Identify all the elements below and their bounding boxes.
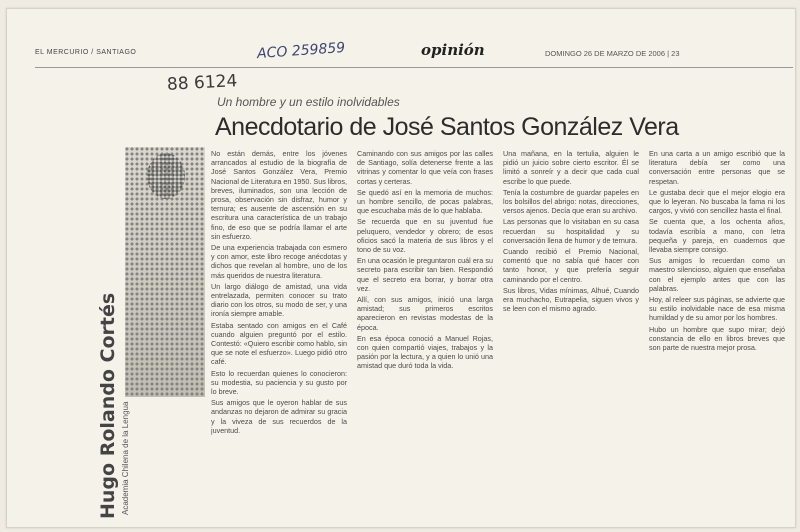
article-paragraph: Esto lo recuerdan quienes lo conocieron: su modestia, su paciencia y su gusto por lo breve. (211, 368, 347, 397)
article-paragraph: De una experiencia trabajada con esmero y con amor, este libro recoge anécdotas y dichos que revelan al hombre, uno de los más queridos de nuestra literatura. (211, 243, 347, 280)
article-paragraph: Tenía la costumbre de guardar papeles en los bolsillos del abrigo: notas, direcciones, versos ajenos. Decía que eran su archivo. (503, 187, 639, 216)
article-column-3 (503, 149, 639, 519)
article-paragraph: En una carta a un amigo escribió que la literatura debía ser como una conversación entre personas que se respetan. (649, 149, 785, 186)
author-byline (97, 293, 130, 519)
article-paragraph: Se cuenta que, a los ochenta años, todavía escribía a mano, con letra pequeña y pareja, en cuadernos que llevaba siempre consigo. (649, 217, 785, 255)
article-paragraph: Le gustaba decir que el mejor elogio era que lo leyeran. No buscaba la fama ni los cargos, y vivió con sencillez hasta el final. (649, 187, 785, 216)
article-paragraph: Hubo un hombre que supo mirar; dejó constancia de ello en libros breves que son parte de nuestra mejor prosa. (649, 324, 785, 353)
article-paragraph: Allí, con sus amigos, inició una larga amistad; sus primeros escritos aparecieron en revistas modestas de la época. (357, 295, 493, 332)
handwritten-note: 88 6124 (166, 71, 238, 95)
author-role: Academia Chilena de la Lengua (121, 401, 130, 515)
article-paragraph: No están demás, entre los jóvenes arrancados al estudio de la biografía de José Santos González Vera, Premio Nacional de Literatura en 1950. Sus libros, breves, iluminados, son una lección de prosa, observación sin disfraz, humor y ternura; es ausente de ascensión en su escritura una característica de un trabajo fino, de eso que se podría llamar el arte sin esfuerzo. (211, 149, 347, 241)
article-paragraph: Una mañana, en la tertulia, alguien le pidió un juicio sobre cierto escritor. Él se limitó a sonreír y a decir que cada cual escribe lo que puede. (503, 149, 639, 186)
article-paragraph: Un largo diálogo de amistad, una vida entrelazada, permiten conocer su trato diario con los otros, su modo de ser, y una ironía siempre amable. (211, 281, 347, 319)
archive-stamp: ACO 259859 (256, 39, 346, 63)
article-paragraph: Sus libros, Vidas mínimas, Alhué, Cuando era muchacho, Eutrapelia, siguen vivos y se leen con el mismo agrado. (503, 285, 639, 314)
article-paragraph: Se quedó así en la memoria de muchos: un hombre sencillo, de pocas palabras, que escuchaba más de lo que hablaba. (357, 187, 493, 216)
article-paragraph: Las personas que lo visitaban en su casa recuerdan su hospitalidad y su conversación llena de humor y de ternura. (503, 217, 639, 245)
article-paragraph: Estaba sentado con amigos en el Café cuando alguien preguntó por el estilo. Contestó: «Quiero escribir como hablo, sin que se note el esfuerzo». Luego pidió otro café. (211, 320, 347, 367)
newspaper-header (35, 39, 793, 63)
article-column-4 (649, 149, 785, 519)
article-paragraph: Sus amigos lo recuerdan como un maestro silencioso, alguien que enseñaba con el ejemplo antes que con las palabras. (649, 256, 785, 293)
article-paragraph: Se recuerda que en su juventud fue peluquero, vendedor y obrero; de esos oficios sacó la materia de sus libros y el tono de su voz. (357, 217, 493, 255)
author-photo-head (147, 153, 185, 199)
newspaper-clipping (6, 8, 796, 528)
header-divider (35, 67, 793, 68)
article-paragraph: En una ocasión le preguntaron cuál era su secreto para escribir tan bien. Respondió que el secreto era borrar, y borrar otra vez. (357, 256, 493, 293)
article-paragraph: Caminando con sus amigos por las calles de Santiago, solía detenerse frente a las vitrinas y comentar lo que veía con frases cortas y certeras. (357, 149, 493, 186)
article-kicker: Un hombre y un estilo inolvidables (217, 95, 400, 109)
article-paragraph: Sus amigos que le oyeron hablar de sus andanzas no dejaron de admirar su gracia y la viveza de sus recuerdos de la juventud. (211, 398, 347, 435)
article-paragraph: Hoy, al releer sus páginas, se advierte que su estilo inolvidable nace de esa misma humildad y de su amor por los hombres. (649, 295, 785, 323)
article-paragraph: Cuando recibió el Premio Nacional, comentó que no sabía qué hacer con tanto honor, y que prefería seguir caminando por el centro. (503, 247, 639, 284)
article-column-2 (357, 149, 493, 519)
author-photo (125, 147, 205, 397)
article-headline: Anecdotario de José Santos González Vera (215, 113, 679, 141)
issue-date-page: DOMINGO 26 DE MARZO DE 2006 | 23 (545, 49, 680, 58)
article-paragraph: En esa época conoció a Manuel Rojas, con quien compartió viajes, trabajos y la pasión por la lectura, y a quien lo unió una amistad que duró toda la vida. (357, 333, 493, 371)
author-name: Hugo Rolando Cortés (97, 292, 119, 519)
article-column-1 (211, 149, 347, 519)
section-title: opinión (421, 41, 485, 59)
newspaper-name: EL MERCURIO / SANTIAGO (35, 49, 137, 56)
article-body (211, 149, 787, 519)
